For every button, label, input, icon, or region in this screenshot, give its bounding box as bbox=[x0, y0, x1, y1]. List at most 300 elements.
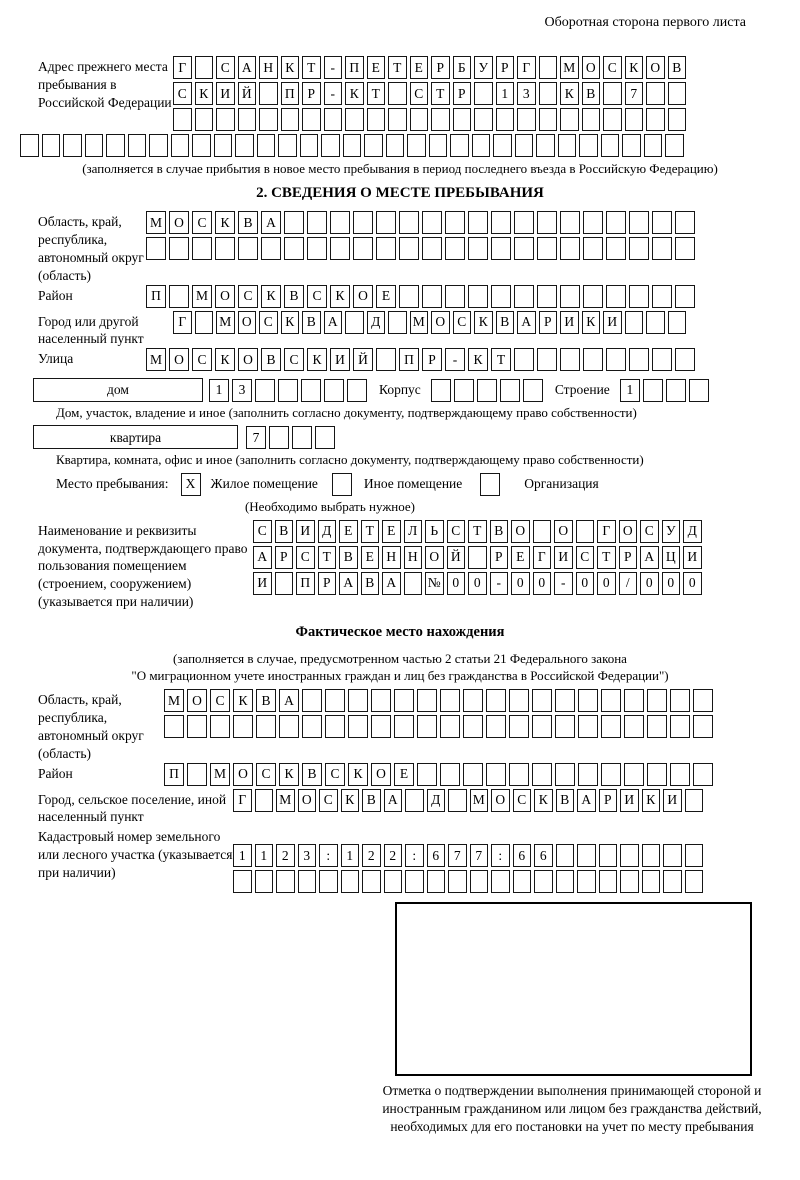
char-cell[interactable]: Е bbox=[361, 546, 380, 569]
char-cell[interactable]: О bbox=[646, 56, 665, 79]
char-cell[interactable] bbox=[454, 379, 474, 402]
char-cell[interactable] bbox=[663, 844, 682, 867]
char-cell[interactable]: Т bbox=[491, 348, 511, 371]
char-cell[interactable]: В bbox=[668, 56, 687, 79]
char-cell[interactable] bbox=[560, 108, 579, 131]
char-cell[interactable] bbox=[629, 348, 649, 371]
char-cell[interactable]: О bbox=[233, 763, 253, 786]
char-cell[interactable]: : bbox=[491, 844, 510, 867]
char-cell[interactable]: 0 bbox=[533, 572, 552, 595]
char-cell[interactable]: 6 bbox=[427, 844, 446, 867]
char-cell[interactable] bbox=[42, 134, 61, 157]
char-cell[interactable]: П bbox=[399, 348, 419, 371]
char-cell[interactable] bbox=[192, 237, 212, 260]
char-cell[interactable]: П bbox=[164, 763, 184, 786]
char-cell[interactable]: П bbox=[146, 285, 166, 308]
char-cell[interactable]: С bbox=[410, 82, 429, 105]
char-cell[interactable] bbox=[666, 379, 686, 402]
char-cell[interactable] bbox=[601, 763, 621, 786]
char-cell[interactable] bbox=[647, 715, 667, 738]
char-cell[interactable] bbox=[477, 379, 497, 402]
char-cell[interactable]: Р bbox=[539, 311, 558, 334]
char-cell[interactable]: Р bbox=[302, 82, 321, 105]
char-cell[interactable] bbox=[693, 689, 713, 712]
char-cell[interactable] bbox=[647, 763, 667, 786]
char-cell[interactable]: 1 bbox=[341, 844, 360, 867]
char-cell[interactable]: О bbox=[238, 311, 257, 334]
char-cell[interactable]: 1 bbox=[255, 844, 274, 867]
char-cell[interactable]: П bbox=[281, 82, 300, 105]
char-cell[interactable] bbox=[532, 715, 552, 738]
stay-type-checkbox-organization[interactable] bbox=[480, 473, 500, 496]
char-cell[interactable] bbox=[431, 379, 451, 402]
char-cell[interactable]: 0 bbox=[576, 572, 595, 595]
char-cell[interactable] bbox=[20, 134, 39, 157]
char-cell[interactable] bbox=[448, 789, 467, 812]
char-cell[interactable] bbox=[255, 789, 274, 812]
char-cell[interactable]: С bbox=[319, 789, 338, 812]
char-cell[interactable] bbox=[624, 689, 644, 712]
char-cell[interactable]: О bbox=[169, 211, 189, 234]
char-cell[interactable]: В bbox=[490, 520, 509, 543]
char-cell[interactable] bbox=[463, 689, 483, 712]
char-cell[interactable]: О bbox=[169, 348, 189, 371]
char-cell[interactable]: 0 bbox=[468, 572, 487, 595]
char-cell[interactable] bbox=[371, 715, 391, 738]
char-cell[interactable]: М bbox=[276, 789, 295, 812]
char-cell[interactable]: С bbox=[210, 689, 230, 712]
char-cell[interactable]: 0 bbox=[597, 572, 616, 595]
char-cell[interactable] bbox=[603, 108, 622, 131]
char-cell[interactable] bbox=[319, 870, 338, 893]
char-cell[interactable] bbox=[302, 108, 321, 131]
char-cell[interactable] bbox=[417, 715, 437, 738]
char-cell[interactable]: К bbox=[281, 56, 300, 79]
char-cell[interactable]: Е bbox=[382, 520, 401, 543]
char-cell[interactable] bbox=[195, 56, 214, 79]
char-cell[interactable] bbox=[536, 134, 555, 157]
char-cell[interactable] bbox=[606, 211, 626, 234]
char-cell[interactable] bbox=[261, 237, 281, 260]
char-cell[interactable]: 0 bbox=[662, 572, 681, 595]
char-cell[interactable] bbox=[625, 311, 644, 334]
char-cell[interactable] bbox=[665, 134, 684, 157]
char-cell[interactable] bbox=[399, 285, 419, 308]
char-cell[interactable] bbox=[440, 689, 460, 712]
char-cell[interactable] bbox=[509, 689, 529, 712]
char-cell[interactable]: Т bbox=[388, 56, 407, 79]
char-cell[interactable]: А bbox=[577, 789, 596, 812]
char-cell[interactable]: С bbox=[173, 82, 192, 105]
char-cell[interactable] bbox=[448, 870, 467, 893]
char-cell[interactable]: В bbox=[238, 211, 258, 234]
char-cell[interactable]: К bbox=[261, 285, 281, 308]
char-cell[interactable] bbox=[450, 134, 469, 157]
char-cell[interactable]: Г bbox=[533, 546, 552, 569]
char-cell[interactable]: Д bbox=[318, 520, 337, 543]
char-cell[interactable]: Т bbox=[318, 546, 337, 569]
char-cell[interactable]: Р bbox=[318, 572, 337, 595]
char-cell[interactable] bbox=[577, 844, 596, 867]
char-cell[interactable] bbox=[195, 108, 214, 131]
char-cell[interactable]: Д bbox=[367, 311, 386, 334]
char-cell[interactable] bbox=[620, 870, 639, 893]
char-cell[interactable] bbox=[555, 715, 575, 738]
char-cell[interactable]: 6 bbox=[534, 844, 553, 867]
char-cell[interactable] bbox=[579, 134, 598, 157]
char-cell[interactable]: В bbox=[339, 546, 358, 569]
char-cell[interactable]: Р bbox=[453, 82, 472, 105]
char-cell[interactable]: В bbox=[302, 311, 321, 334]
char-cell[interactable] bbox=[324, 379, 344, 402]
char-cell[interactable] bbox=[445, 211, 465, 234]
char-cell[interactable] bbox=[278, 379, 298, 402]
char-cell[interactable] bbox=[321, 134, 340, 157]
char-cell[interactable]: К bbox=[468, 348, 488, 371]
char-cell[interactable] bbox=[63, 134, 82, 157]
char-cell[interactable] bbox=[685, 844, 704, 867]
char-cell[interactable] bbox=[644, 134, 663, 157]
char-cell[interactable]: Т bbox=[361, 520, 380, 543]
char-cell[interactable] bbox=[169, 237, 189, 260]
char-cell[interactable]: М bbox=[410, 311, 429, 334]
char-cell[interactable]: Г bbox=[517, 56, 536, 79]
char-cell[interactable] bbox=[675, 285, 695, 308]
char-cell[interactable]: У bbox=[662, 520, 681, 543]
char-cell[interactable] bbox=[371, 689, 391, 712]
char-cell[interactable] bbox=[233, 715, 253, 738]
char-cell[interactable] bbox=[555, 763, 575, 786]
char-cell[interactable] bbox=[491, 285, 511, 308]
char-cell[interactable]: 1 bbox=[496, 82, 515, 105]
char-cell[interactable] bbox=[330, 237, 350, 260]
char-cell[interactable] bbox=[622, 134, 641, 157]
char-cell[interactable]: Д bbox=[427, 789, 446, 812]
char-cell[interactable] bbox=[164, 715, 184, 738]
char-cell[interactable] bbox=[629, 237, 649, 260]
char-cell[interactable] bbox=[388, 108, 407, 131]
char-cell[interactable] bbox=[652, 211, 672, 234]
char-cell[interactable] bbox=[347, 379, 367, 402]
char-cell[interactable]: К bbox=[279, 763, 299, 786]
char-cell[interactable] bbox=[558, 134, 577, 157]
char-cell[interactable]: М bbox=[216, 311, 235, 334]
char-cell[interactable] bbox=[388, 82, 407, 105]
char-cell[interactable] bbox=[539, 82, 558, 105]
char-cell[interactable]: С bbox=[513, 789, 532, 812]
char-cell[interactable] bbox=[407, 134, 426, 157]
char-cell[interactable] bbox=[668, 311, 687, 334]
char-cell[interactable]: Е bbox=[339, 520, 358, 543]
char-cell[interactable] bbox=[275, 572, 294, 595]
char-cell[interactable] bbox=[620, 844, 639, 867]
char-cell[interactable]: 2 bbox=[362, 844, 381, 867]
char-cell[interactable]: К bbox=[534, 789, 553, 812]
char-cell[interactable]: А bbox=[640, 546, 659, 569]
char-cell[interactable] bbox=[362, 870, 381, 893]
char-cell[interactable] bbox=[300, 134, 319, 157]
char-cell[interactable] bbox=[394, 689, 414, 712]
char-cell[interactable]: Б bbox=[453, 56, 472, 79]
char-cell[interactable] bbox=[689, 379, 709, 402]
char-cell[interactable]: О bbox=[238, 348, 258, 371]
char-cell[interactable] bbox=[486, 689, 506, 712]
char-cell[interactable]: 1 bbox=[209, 379, 229, 402]
char-cell[interactable]: К bbox=[307, 348, 327, 371]
char-cell[interactable]: В bbox=[261, 348, 281, 371]
char-cell[interactable] bbox=[259, 82, 278, 105]
char-cell[interactable] bbox=[606, 285, 626, 308]
char-cell[interactable]: К bbox=[215, 348, 235, 371]
char-cell[interactable] bbox=[578, 689, 598, 712]
char-cell[interactable]: С bbox=[238, 285, 258, 308]
char-cell[interactable]: Н bbox=[404, 546, 423, 569]
char-cell[interactable] bbox=[384, 870, 403, 893]
char-cell[interactable]: О bbox=[298, 789, 317, 812]
char-cell[interactable] bbox=[292, 426, 312, 449]
char-cell[interactable]: И bbox=[216, 82, 235, 105]
char-cell[interactable] bbox=[514, 237, 534, 260]
char-cell[interactable] bbox=[668, 108, 687, 131]
char-cell[interactable]: Е bbox=[367, 56, 386, 79]
char-cell[interactable]: С bbox=[253, 520, 272, 543]
char-cell[interactable] bbox=[514, 348, 534, 371]
char-cell[interactable]: 0 bbox=[640, 572, 659, 595]
char-cell[interactable]: К bbox=[625, 56, 644, 79]
char-cell[interactable]: № bbox=[425, 572, 444, 595]
char-cell[interactable]: С bbox=[216, 56, 235, 79]
char-cell[interactable] bbox=[537, 285, 557, 308]
char-cell[interactable] bbox=[386, 134, 405, 157]
char-cell[interactable]: И bbox=[663, 789, 682, 812]
char-cell[interactable]: 7 bbox=[470, 844, 489, 867]
char-cell[interactable]: И bbox=[620, 789, 639, 812]
char-cell[interactable]: Г bbox=[173, 311, 192, 334]
char-cell[interactable] bbox=[422, 211, 442, 234]
char-cell[interactable] bbox=[171, 134, 190, 157]
char-cell[interactable] bbox=[514, 285, 534, 308]
char-cell[interactable] bbox=[255, 379, 275, 402]
char-cell[interactable]: Т bbox=[367, 82, 386, 105]
char-cell[interactable] bbox=[491, 211, 511, 234]
char-cell[interactable] bbox=[417, 763, 437, 786]
char-cell[interactable]: Н bbox=[259, 56, 278, 79]
char-cell[interactable] bbox=[601, 715, 621, 738]
char-cell[interactable]: М bbox=[192, 285, 212, 308]
char-cell[interactable] bbox=[146, 237, 166, 260]
char-cell[interactable]: О bbox=[187, 689, 207, 712]
stay-type-checkbox-other[interactable] bbox=[332, 473, 352, 496]
char-cell[interactable]: М bbox=[470, 789, 489, 812]
char-cell[interactable] bbox=[486, 763, 506, 786]
char-cell[interactable]: К bbox=[642, 789, 661, 812]
char-cell[interactable] bbox=[670, 689, 690, 712]
char-cell[interactable]: В bbox=[361, 572, 380, 595]
char-cell[interactable] bbox=[642, 870, 661, 893]
char-cell[interactable]: А bbox=[238, 56, 257, 79]
char-cell[interactable]: Н bbox=[382, 546, 401, 569]
char-cell[interactable]: Й bbox=[238, 82, 257, 105]
char-cell[interactable] bbox=[606, 348, 626, 371]
char-cell[interactable]: О bbox=[215, 285, 235, 308]
char-cell[interactable] bbox=[187, 763, 207, 786]
char-cell[interactable]: Т bbox=[597, 546, 616, 569]
char-cell[interactable] bbox=[539, 56, 558, 79]
char-cell[interactable]: Т bbox=[302, 56, 321, 79]
char-cell[interactable]: А bbox=[384, 789, 403, 812]
char-cell[interactable]: Р bbox=[599, 789, 618, 812]
char-cell[interactable]: О bbox=[619, 520, 638, 543]
char-cell[interactable] bbox=[578, 715, 598, 738]
char-cell[interactable] bbox=[85, 134, 104, 157]
char-cell[interactable] bbox=[429, 134, 448, 157]
char-cell[interactable] bbox=[646, 82, 665, 105]
char-cell[interactable] bbox=[353, 237, 373, 260]
char-cell[interactable] bbox=[629, 285, 649, 308]
char-cell[interactable] bbox=[315, 426, 335, 449]
char-cell[interactable]: К bbox=[330, 285, 350, 308]
char-cell[interactable] bbox=[599, 844, 618, 867]
char-cell[interactable] bbox=[404, 572, 423, 595]
char-cell[interactable] bbox=[440, 715, 460, 738]
char-cell[interactable] bbox=[405, 870, 424, 893]
char-cell[interactable] bbox=[192, 134, 211, 157]
char-cell[interactable] bbox=[606, 237, 626, 260]
char-cell[interactable]: К bbox=[281, 311, 300, 334]
char-cell[interactable] bbox=[235, 134, 254, 157]
char-cell[interactable]: С bbox=[640, 520, 659, 543]
char-cell[interactable]: В bbox=[256, 689, 276, 712]
char-cell[interactable]: К bbox=[341, 789, 360, 812]
char-cell[interactable] bbox=[675, 211, 695, 234]
char-cell[interactable] bbox=[388, 311, 407, 334]
char-cell[interactable]: 3 bbox=[517, 82, 536, 105]
char-cell[interactable]: К bbox=[215, 211, 235, 234]
char-cell[interactable]: 3 bbox=[298, 844, 317, 867]
char-cell[interactable] bbox=[276, 870, 295, 893]
char-cell[interactable] bbox=[652, 348, 672, 371]
char-cell[interactable] bbox=[643, 379, 663, 402]
char-cell[interactable]: - bbox=[554, 572, 573, 595]
char-cell[interactable]: Р bbox=[275, 546, 294, 569]
char-cell[interactable] bbox=[470, 870, 489, 893]
char-cell[interactable] bbox=[307, 211, 327, 234]
char-cell[interactable] bbox=[578, 763, 598, 786]
char-cell[interactable]: Е bbox=[511, 546, 530, 569]
char-cell[interactable] bbox=[298, 870, 317, 893]
char-cell[interactable]: И bbox=[683, 546, 702, 569]
char-cell[interactable] bbox=[646, 311, 665, 334]
char-cell[interactable]: О bbox=[511, 520, 530, 543]
char-cell[interactable] bbox=[675, 237, 695, 260]
char-cell[interactable]: 0 bbox=[683, 572, 702, 595]
char-cell[interactable]: Р bbox=[496, 56, 515, 79]
char-cell[interactable] bbox=[353, 211, 373, 234]
char-cell[interactable] bbox=[685, 870, 704, 893]
char-cell[interactable] bbox=[269, 426, 289, 449]
char-cell[interactable] bbox=[599, 870, 618, 893]
char-cell[interactable]: Г bbox=[597, 520, 616, 543]
char-cell[interactable]: 1 bbox=[233, 844, 252, 867]
char-cell[interactable] bbox=[325, 689, 345, 712]
char-cell[interactable]: Р bbox=[422, 348, 442, 371]
char-cell[interactable] bbox=[652, 237, 672, 260]
char-cell[interactable] bbox=[238, 108, 257, 131]
char-cell[interactable]: С bbox=[307, 285, 327, 308]
char-cell[interactable] bbox=[440, 763, 460, 786]
char-cell[interactable]: - bbox=[445, 348, 465, 371]
char-cell[interactable] bbox=[364, 134, 383, 157]
char-cell[interactable]: О bbox=[554, 520, 573, 543]
char-cell[interactable]: Р bbox=[619, 546, 638, 569]
char-cell[interactable] bbox=[576, 520, 595, 543]
char-cell[interactable] bbox=[493, 134, 512, 157]
char-cell[interactable] bbox=[376, 211, 396, 234]
char-cell[interactable] bbox=[560, 211, 580, 234]
char-cell[interactable] bbox=[259, 108, 278, 131]
char-cell[interactable]: Т bbox=[431, 82, 450, 105]
char-cell[interactable] bbox=[343, 134, 362, 157]
char-cell[interactable]: А bbox=[382, 572, 401, 595]
char-cell[interactable] bbox=[187, 715, 207, 738]
char-cell[interactable] bbox=[281, 108, 300, 131]
char-cell[interactable] bbox=[491, 870, 510, 893]
char-cell[interactable]: - bbox=[490, 572, 509, 595]
char-cell[interactable] bbox=[583, 285, 603, 308]
char-cell[interactable] bbox=[233, 870, 252, 893]
char-cell[interactable] bbox=[431, 108, 450, 131]
char-cell[interactable] bbox=[128, 134, 147, 157]
char-cell[interactable] bbox=[555, 689, 575, 712]
char-cell[interactable]: О bbox=[431, 311, 450, 334]
char-cell[interactable]: 2 bbox=[276, 844, 295, 867]
char-cell[interactable] bbox=[399, 211, 419, 234]
char-cell[interactable] bbox=[345, 311, 364, 334]
char-cell[interactable] bbox=[169, 285, 189, 308]
char-cell[interactable] bbox=[537, 211, 557, 234]
char-cell[interactable]: О bbox=[353, 285, 373, 308]
char-cell[interactable] bbox=[537, 348, 557, 371]
char-cell[interactable]: Р bbox=[431, 56, 450, 79]
char-cell[interactable]: : bbox=[319, 844, 338, 867]
char-cell[interactable] bbox=[256, 715, 276, 738]
char-cell[interactable] bbox=[577, 870, 596, 893]
char-cell[interactable]: К bbox=[560, 82, 579, 105]
char-cell[interactable] bbox=[257, 134, 276, 157]
char-cell[interactable]: М bbox=[146, 348, 166, 371]
char-cell[interactable] bbox=[647, 689, 667, 712]
char-cell[interactable]: Л bbox=[404, 520, 423, 543]
char-cell[interactable]: О bbox=[371, 763, 391, 786]
char-cell[interactable] bbox=[560, 348, 580, 371]
char-cell[interactable] bbox=[394, 715, 414, 738]
char-cell[interactable] bbox=[603, 82, 622, 105]
char-cell[interactable] bbox=[663, 870, 682, 893]
char-cell[interactable] bbox=[583, 348, 603, 371]
char-cell[interactable] bbox=[515, 134, 534, 157]
char-cell[interactable]: К bbox=[195, 82, 214, 105]
char-cell[interactable] bbox=[601, 689, 621, 712]
char-cell[interactable] bbox=[583, 237, 603, 260]
char-cell[interactable] bbox=[513, 870, 532, 893]
char-cell[interactable]: Ь bbox=[425, 520, 444, 543]
char-cell[interactable] bbox=[445, 285, 465, 308]
char-cell[interactable]: А bbox=[324, 311, 343, 334]
char-cell[interactable]: М bbox=[146, 211, 166, 234]
char-cell[interactable] bbox=[302, 689, 322, 712]
char-cell[interactable] bbox=[214, 134, 233, 157]
char-cell[interactable] bbox=[302, 715, 322, 738]
